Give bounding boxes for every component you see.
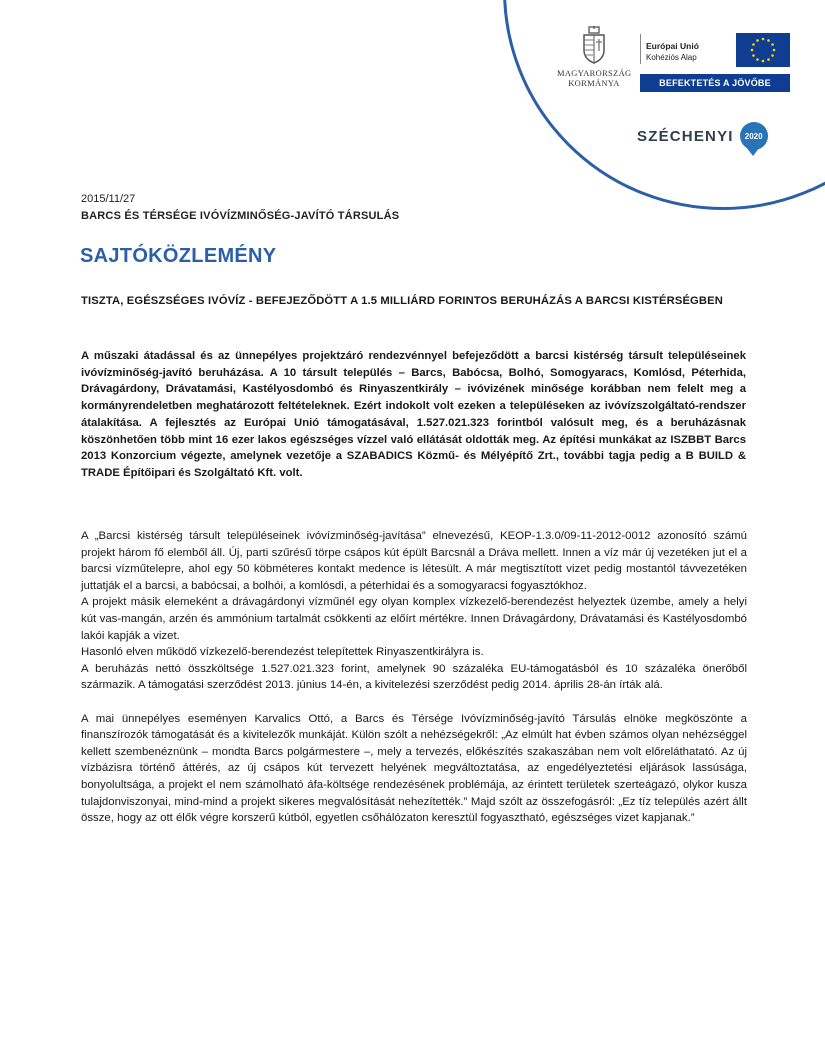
eu-star-icon — [771, 43, 774, 46]
eu-star-icon — [751, 49, 754, 52]
logo-divider — [640, 34, 641, 64]
map-pin-icon — [740, 122, 768, 150]
eu-star-icon — [756, 39, 759, 42]
szechenyi-label: SZÉCHENYI — [637, 127, 734, 145]
eu-star-icon — [752, 43, 755, 46]
eu-banner: BEFEKTETÉS A JÖVŐBE — [640, 74, 790, 92]
release-date: 2015/11/27 — [81, 193, 136, 205]
body-paragraph-3: Hasonló elven működő vízkezelő-berendezést telepítettek Rinyaszentkirályra is. — [81, 646, 484, 659]
lead-paragraph: A műszaki átadással és az ünnepélyes projektzáró rendezvénnyel befejeződött a barcsi kistérség társult településeinek ivóvízminőség-javító beruházása. A 10 társult település – Barcs, Babócsa, Bolhó, Somogyaracs, Komlósd, Péterhida, Drávagárdony, Drávatamási, Kastélyosdombó és Rinyaszentkirály – ivóvizének minősége korábban nem felelt meg a kormányrendeletben meghatározott feltételeknek. Ezért indokolt volt ezeken a településeken az ivóvízszolgáltató-rendszer átalakítása. A fejlesztés az Európai Unió támogatásával, 1.527.021.323 forintból valósult meg, és a beruházásnak köszönhetően több mint 16 ezer lakos egészséges vízzel való ellátását oldották meg. Az építési munkákat az ISZBBT Barcs 2013 Konzorcium végezte, amelynek vezetője a SZABADICS Közmű- és Mélyépítő Zrt., további tagja pedig a B BUILD & TRADE Építőipari és Szolgáltató Kft. volt. — [81, 350, 746, 479]
eu-star-icon — [762, 60, 765, 63]
press-headline: TISZTA, EGÉSZSÉGES IVÓVÍZ - BEFEJEZŐDÖTT A 1.5 MILLIÁRD FORINTOS BERUHÁZÁS A BARCSI KISTÉRSÉGBEN — [81, 295, 723, 307]
eu-star-icon — [756, 58, 759, 61]
body-paragraph-1: A „Barcsi kistérség társult településeinek ivóvízminőség-javítása” elnevezésű, KEOP-1.3.0/09-11-2012-0012 azonosító számú projekt három fő elemből áll. Új, parti szűrésű törpe csápos kút épült Barcsnál a Dráva mellett. Innen a víz már új vezetéken jut el a barcsi vízműtelepre, ahol egy 50 köbméteres kontakt medence is létesült. A már megtisztított vizet pedig mostantól távvezetéken juttatják el a barcsi, a babócsai, a bolhói, a komlósdi, a péterhidai és a somogyaracsi fogyasztókhoz. — [81, 530, 747, 592]
eu-star-icon — [773, 49, 776, 52]
body-text — [81, 528, 747, 827]
organization-name: BARCS ÉS TÉRSÉGE IVÓVÍZMINŐSÉG-JAVÍTÓ TÁRSULÁS — [81, 210, 400, 222]
coat-of-arms-icon — [581, 26, 607, 64]
body-paragraph-5: A mai ünnepélyes eseményen Karvalics Ottó, a Barcs és Térsége Ivóvízminőség-javító Társulás elnöke megköszönte a finanszírozók támogatását és a kivitelezők munkáját. Külön szólt a nehézségekről: „Az elmúlt hat évben számos olyan nehézséggel kellett szembenéznünk – mondta Barcs polgármestere –, mely a tervezés, előkészítés szakaszában nem volt előreláthatató. Az új vízbázisra történő áttérés, az új csápos kút tervezett helyének megváltoztatása, az engedélyeztetési eljárások lassúsága, bonyolultsága, a projekt el nem számolható áfa-költsége rendezésének problémája, az érintett területek szerteágazó, olykor kusza tulajdonviszonyai, mind-mind a projekt sikeres megvalósítását nehezítették.” Majd szólt az összefogásról: „Ez tíz település azért állt össze, hogy az ott élők végre korszerű kútból, egyetlen csőhálózaton keresztül fogyasztható, egészséges vizet kapjanak.” — [81, 712, 747, 825]
eu-name: Európai Unió — [646, 41, 699, 51]
eu-star-icon — [767, 58, 770, 61]
hungarian-government-logo — [557, 26, 631, 88]
eu-star-icon — [752, 54, 755, 57]
map-pin-tip — [746, 147, 760, 156]
eu-star-icon — [762, 38, 765, 41]
eu-star-icon — [771, 54, 774, 57]
eu-star-icon — [767, 39, 770, 42]
body-paragraph-4: A beruházás nettó összköltsége 1.527.021.323 forint, amelynek 90 százaléka EU-támogatásból és 10 százaléka önerőből származik. A támogatási szerződést 2013. június 14-én, a kivitelezési szerződést pedig 2014. április 28-án írták alá. — [81, 662, 747, 692]
paragraph-gap — [81, 694, 747, 711]
page-title: SAJTÓKÖZLEMÉNY — [80, 245, 277, 267]
eu-fund-label — [646, 41, 699, 63]
gov-name-line2: KORMÁNYA — [568, 78, 620, 88]
body-paragraph-2: A projekt másik elemeként a drávagárdonyi vízműnél egy olyan komplex vízkezelő-berendezést helyeztek üzembe, amely a helyi kút vas-mangán, arzén és ammónium tartalmát csökkenti az előírt mértékre. Innen Drávagárdony, Drávatamási és Kastélyosdombó lakói kapják a vizet. — [81, 596, 747, 642]
szechenyi-2020-logo — [637, 122, 768, 150]
gov-name-line1: MAGYARORSZÁG — [557, 68, 632, 78]
eu-fund-name: Kohéziós Alap — [646, 53, 697, 62]
eu-flag-icon — [736, 33, 790, 67]
header-arc-decoration — [503, 0, 825, 210]
szechenyi-year: 2020 — [744, 131, 763, 141]
